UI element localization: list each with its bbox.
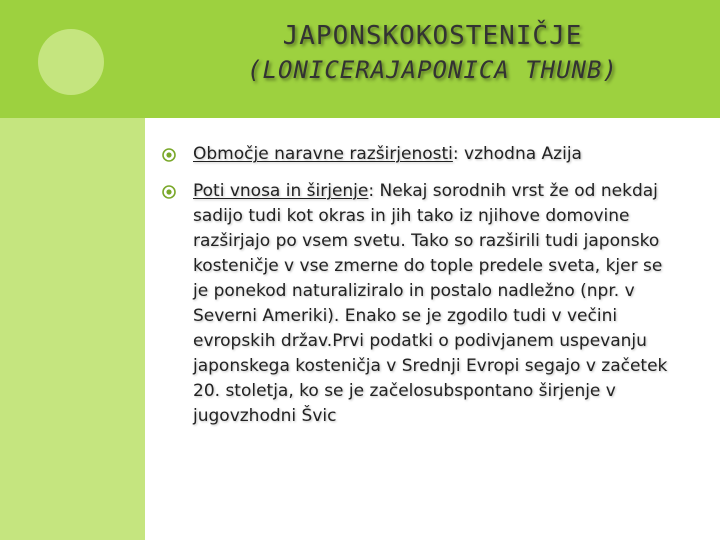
bullet-text: : Nekaj sorodnih vrst že od nekdaj sadijo tudi kot okras in jih tako iz njihove domovine razširjajo po vsem svetu. Tako so razširili tudi japonsko kosteničje v vse zmerne do tople predele sveta, kjer se je ponekod naturaliziralo in postalo nadležno (npr. v Severni Ameriki). Enako se je zgodilo tudi v večini evropskih držav.Prvi podatki o podivjanem uspevanju japonskega kosteničja v Srednji Evropi segajo v začetek 20. stoletja, ko se je začelosubspontano širjenje v jugovzhodni Švic: [193, 181, 668, 426]
bullet-item-spread: [160, 179, 680, 429]
content-area: [160, 142, 680, 441]
title-line-1: JAPONSKOKOSTENIČJE: [282, 21, 583, 51]
target-circle-icon: [162, 148, 176, 162]
bullet-item-range: [160, 142, 680, 167]
target-circle-icon: [162, 185, 176, 199]
decorative-circle: [38, 29, 104, 95]
bullet-term: Območje naravne razširjenosti: [193, 144, 453, 164]
left-side-band: [0, 118, 145, 540]
title-line-2: (LONICERAJAPONICA THUNB): [247, 56, 618, 85]
slide-title: [160, 18, 705, 88]
bullet-text: : vzhodna Azija: [452, 144, 582, 164]
bullet-term: Poti vnosa in širjenje: [193, 181, 369, 201]
